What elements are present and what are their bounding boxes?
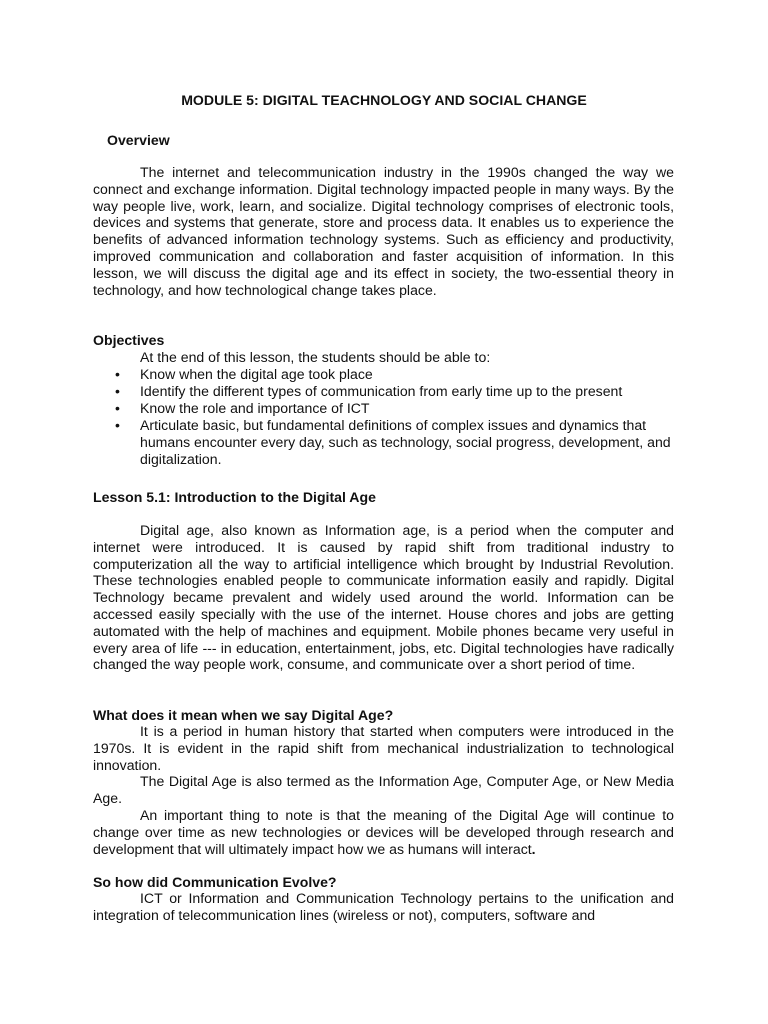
list-item-text: Know when the digital age took place <box>140 366 373 382</box>
lesson-heading: Lesson 5.1: Introduction to the Digital Age <box>93 489 376 505</box>
bullet-icon: • <box>115 383 120 399</box>
overview-heading: Overview <box>107 132 170 148</box>
list-item <box>93 417 674 468</box>
digital-age-heading: What does it mean when we say Digital Age? <box>93 707 394 723</box>
page-title: MODULE 5: DIGITAL TEACHNOLOGY AND SOCIAL CHANGE <box>181 92 587 108</box>
list-item <box>93 400 674 417</box>
communication-heading: So how did Communication Evolve? <box>93 874 337 890</box>
bullet-icon: • <box>115 417 120 433</box>
objectives-list <box>93 366 674 468</box>
digital-age-body <box>93 723 674 857</box>
communication-text: ICT or Information and Communication Technology pertains to the unification and integration of telecommunication lines (wireless or not), computers, software and <box>93 890 674 923</box>
digital-age-p3-text: An important thing to note is that the meaning of the Digital Age will continue to change over time as new technologies or devices will be developed through research and development that will ultimately impact how we as humans will interact <box>93 806 674 857</box>
overview-text: The internet and telecommunication industry in the 1990s changed the way we connect and exchange information. Digital technology impacted people in many ways. By the way people live, work, learn, and socialize. Digital technology comprises of electronic tools, devices and systems that generate, store and process data. It enables us to experience the benefits of advanced information technology systems. Such as efficiency and productivity, improved communication and collaboration and faster acquisition of information. In this lesson, we will discuss the digital age and its effect in society, the two-essential theory in technology, and how technological change takes place. <box>93 164 674 298</box>
overview-paragraph <box>93 164 674 298</box>
digital-age-p3-end: . <box>531 840 536 857</box>
digital-age-p1: It is a period in human history that started when computers were introduced in the 1970s. It is evident in the rapid shift from mechanical industrialization to technological innovation. <box>93 723 674 773</box>
objectives-heading: Objectives <box>93 332 165 348</box>
bullet-icon: • <box>115 366 120 382</box>
list-item-text: Identify the different types of communication from early time up to the present <box>140 383 623 399</box>
list-item-text: Know the role and importance of ICT <box>140 400 370 416</box>
digital-age-p3 <box>93 807 674 857</box>
communication-paragraph <box>93 890 674 924</box>
lesson-text: Digital age, also known as Information age, is a period when the computer and internet were introduced. It is caused by rapid shift from traditional industry to computerization all the way to artificial intelligence which brought by Industrial Revolution. These technologies enabled people to communicate information easily and rapidly. Digital Technology became prevalent and widely used around the world. Information can be accessed easily specially with the use of the internet. House chores and jobs are getting automated with the help of machines and equipment. Mobile phones became very useful in every area of life --- in education, entertainment, jobs, etc. Digital technologies have radically changed the way people work, consume, and communicate over a short period of time. <box>93 522 674 673</box>
list-item <box>93 366 674 383</box>
objectives-intro: At the end of this lesson, the students should be able to: <box>140 349 491 365</box>
lesson-paragraph <box>93 522 674 673</box>
list-item-text: Articulate basic, but fundamental definitions of complex issues and dynamics that humans encounter every day, such as technology, social progress, development, and digitalization. <box>140 417 671 467</box>
bullet-icon: • <box>115 400 120 416</box>
digital-age-p2: The Digital Age is also termed as the Information Age, Computer Age, or New Media Age. <box>93 773 674 807</box>
list-item <box>93 383 674 400</box>
